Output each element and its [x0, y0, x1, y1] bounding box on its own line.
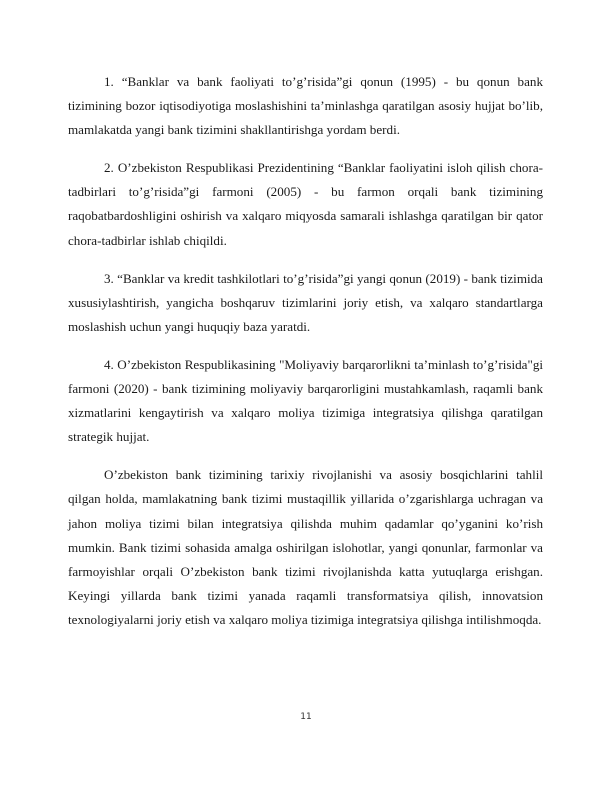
paragraph-1: 1. “Banklar va bank faoliyati to’g’risida”gi qonun (1995) - bu qonun bank tizimining bozor iqtisodiyotiga moslashishini ta’minlashga qaratilgan asosiy hujjat bo’lib, mamlakatda yangi bank tizimini shakllantirishga yordam berdi. [68, 74, 543, 138]
paragraph-3: 3. “Banklar va kredit tashkilotlari to’g’risida”gi yangi qonun (2019) - bank tizimida xususiylashtirish, yangicha boshqaruv tizimlarini joriy etish, va xalqaro standartlarga moslashish uchun yangi huquqiy baza yaratdi. [68, 270, 543, 334]
page-number: 11 [300, 712, 312, 722]
page-body [68, 70, 543, 646]
paragraph-4: 4. O’zbekiston Respublikasining "Moliyaviy barqarorlikni ta’minlash to’g’risida"gi farmoni (2020) - bank tizimining moliyaviy barqarorligini mustahkamlash, raqamli bank xizmatlarini kengaytirish va xalqaro moliya tizimiga integratsiya qilishga qaratilgan strategik hujjat. [68, 356, 543, 445]
paragraph-2: 2. O’zbekiston Respublikasi Prezidentining “Banklar faoliyatini isloh qilish chora-tadbirlari to’g’risida”gi farmoni (2005) - bu farmon orqali bank tizimining raqobatbardoshligini oshirish va xalqaro miqyosda samarali ishlashga qaratilgan bir qator chora-tadbirlar ishlab chiqildi. [68, 160, 543, 248]
paragraph-conclusion: O’zbekiston bank tizimining tarixiy rivojlanishi va asosiy bosqichlarini tahlil qilgan holda, mamlakatning bank tizimi mustaqillik yillarida o’zgarishlarga uchragan va jahon moliya tizimi bilan integratsiya qilishda muhim qadamlar qo’yganini ko’rish mumkin. Bank tizimi sohasida amalga oshirilgan islohotlar, yangi qonunlar, farmonlar va farmoyishlar orqali O’zbekiston bank tizimi rivojlanishda katta yutuqlarga erishgan. Keyingi yillarda bank tizimi yanada raqamli transformatsiya qilish, innovatsion texnologiyalarni joriy etish va xalqaro moliya tizimiga integratsiya qilishga intilishmoqda. [68, 467, 543, 627]
